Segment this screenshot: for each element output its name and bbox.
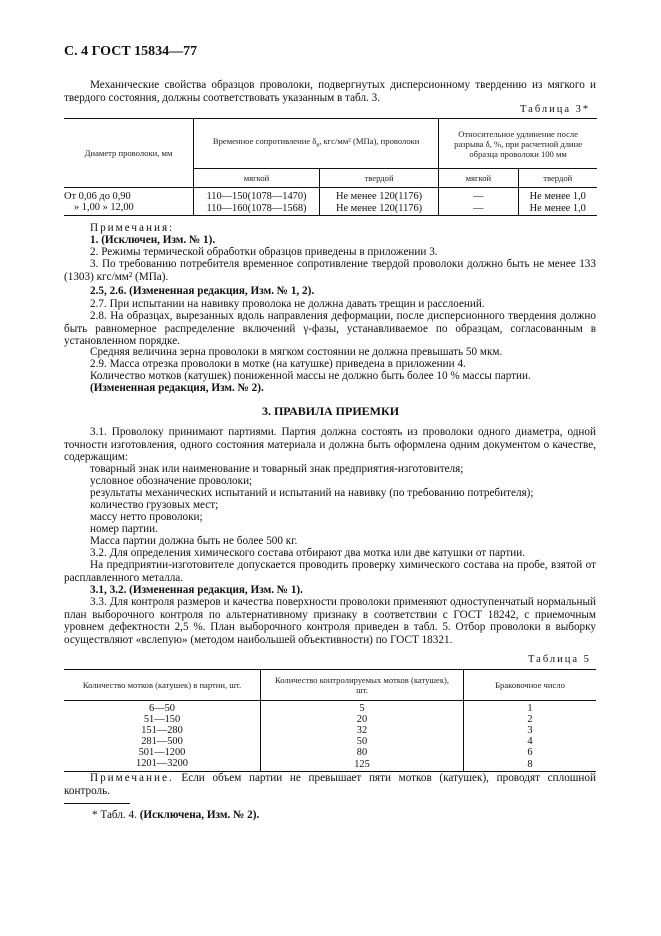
clause-2-8: 2.8. На образцах, вырезанных вдоль направления деформации, после дисперсионного твердения должно быть равномерное распределение включений γ-фазы, устанавливаемое по образцам, согласованным в установленном порядке. xyxy=(64,310,596,348)
page-header: С. 4 ГОСТ 15834—77 xyxy=(64,44,198,59)
notes-title: Примечания: xyxy=(90,222,175,234)
list-item: номер партии. xyxy=(90,523,158,535)
note-2: 2. Режимы термической обработки образцов приведены в приложении 3. xyxy=(90,246,438,258)
table3-header-strength: Временное сопротивление $\delta_в$, кгс/мм² (МПа), проволоки xyxy=(194,119,439,169)
table-row: 51—150 20 2 xyxy=(64,714,596,725)
batch-mass: Масса партии должна быть не более 500 кг. xyxy=(90,535,298,547)
note-1: 1. (Исключен, Изм. № 1). xyxy=(90,234,216,246)
clause-3-1: 3.1. Проволоку принимают партиями. Партия должна состоять из проволоки одного диаметра, одной точности изготовления, одного состояния материала и должна быть оформлена одним документом о качестве, содержащим: xyxy=(64,426,596,464)
clause-2-5-2-6: 2.5, 2.6. (Измененная редакция, Изм. № 1, 2). xyxy=(90,285,315,297)
table5-caption: Таблица 5 xyxy=(528,654,591,665)
coils-paragraph: Количество мотков (катушек) пониженной массы не должно быть более 10 % массы партии. xyxy=(90,370,531,382)
table-row: 6—50 5 1 xyxy=(64,701,596,715)
clause-3-2: 3.2. Для определения химического состава отбирают два мотка или две катушки от партии. xyxy=(90,547,526,559)
intro-paragraph: Механические свойства образцов проволоки, подвергнутых дисперсионному твердению из мягкого и твердого состояния, должны соответствовать указанным в табл. 3. xyxy=(64,79,596,104)
table5-header-reject: Браковочное число xyxy=(495,680,565,690)
table5-header-controlled: Количество контролируемых мотков (катушек), шт. xyxy=(261,670,464,701)
table-row: 501—1200 80 6 xyxy=(64,747,596,758)
table3-sub-soft-2: мягкой xyxy=(439,169,518,188)
footnote: * Табл. 4. (Исключена, Изм. № 2). xyxy=(92,809,260,821)
table5-header-batch: Количество мотков (катушек) в партии, шт. xyxy=(64,670,261,701)
section-3-title: 3. ПРАВИЛА ПРИЕМКИ xyxy=(261,404,400,418)
list-item: товарный знак или наименование и товарный знак предприятия-изготовителя; xyxy=(90,463,464,475)
grain-size: Средняя величина зерна проволоки в мягком состоянии не должна превышать 50 мкм. xyxy=(90,346,503,358)
table-5 xyxy=(64,669,596,772)
table-row: От 0,06 до 0,90 110—150(1078—1470) Не менее 120(1176) — Не менее 1,0 xyxy=(64,188,597,203)
clause-2-7: 2.7. При испытании на навивку проволока не должна давать трещин и расслоений. xyxy=(90,298,485,310)
clause-3-1-3-2-revision: 3.1, 3.2. (Измененная редакция, Изм. № 1). xyxy=(90,584,303,596)
table3-sub-hard: твердой xyxy=(319,169,438,188)
footnote-divider xyxy=(64,803,130,804)
clause-3-2-continued: На предприятии-изготовителе допускается проводить проверку химического состава на пробе, взятой от расплавленного металла. xyxy=(64,559,596,584)
table-row: » 1,00 » 12,00 110—160(1078—1568) Не менее 120(1176) — Не менее 1,0 xyxy=(64,202,597,216)
table3-header-diameter: Диаметр проволоки, мм xyxy=(64,119,194,188)
table3-sub-soft: мягкой xyxy=(194,169,320,188)
clause-3-3: 3.3. Для контроля размеров и качества поверхности проволоки применяют одноступенчатый нормальный план выборочного контроля по альтернативному признаку в соответствии с ГОСТ 18242, с приемочным уровнем дефектности 2,5 %. План выборочного контроля приведен в табл. 5. Отбор проволоки в выборку осуществляют «вслепую» (методом наибольшей объективности) по ГОСТ 18321. xyxy=(64,596,596,646)
table-3 xyxy=(64,118,597,216)
list-item: результаты механических испытаний и испытаний на навивку (по требованию потребителя); xyxy=(90,487,534,499)
note-3: 3. По требованию потребителя временное сопротивление твердой проволоки должно быть не менее 133 (1303) кгс/мм² (МПа). xyxy=(64,258,596,283)
list-item: количество грузовых мест; xyxy=(90,499,219,511)
list-item: массу нетто проволоки; xyxy=(90,511,203,523)
table3-header-elongation: Относительное удлинение после разрыва δ, %, при расчетной длине образца проволоки 100 мм xyxy=(454,128,583,159)
table5-note: Примечание. Если объем партии не превышает пяти мотков (катушек), проводят сплошной контроль. xyxy=(64,772,596,797)
table3-caption: Таблица 3* xyxy=(520,104,591,115)
table-row: 151—280 32 3 xyxy=(64,725,596,736)
clause-2-9: 2.9. Масса отрезка проволоки в мотке (на катушке) приведена в приложении 4. xyxy=(90,358,466,370)
table3-sub-hard-2: твердой xyxy=(543,173,573,183)
coils-revision: (Измененная редакция, Изм. № 2). xyxy=(90,382,264,394)
list-item: условное обозначение проволоки; xyxy=(90,475,253,487)
table-row: 281—500 50 4 xyxy=(64,736,596,747)
table-row: 1201—3200 125 8 xyxy=(64,758,596,772)
